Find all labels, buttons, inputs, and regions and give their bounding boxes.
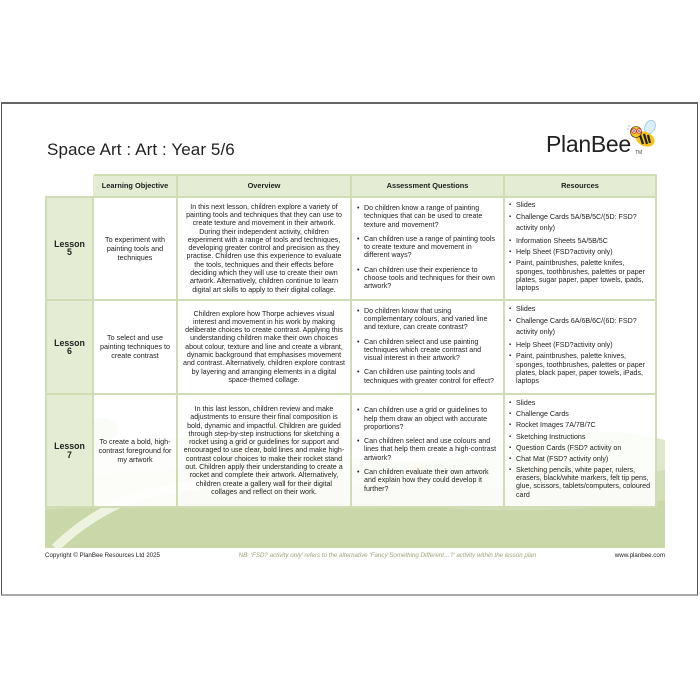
- resource-item: ▪ Question Cards (FSD? activity on: [509, 444, 651, 452]
- learning-objective-cell: To select and use painting techniques to create contrast: [93, 300, 177, 394]
- assessment-question: • Can children use painting tools and techniques with greater control for effect?: [356, 368, 499, 385]
- assessment-question: • Can children use a grid or guidelines to help them draw an object with accurate proportions?: [356, 406, 499, 431]
- resources-cell: [504, 300, 656, 394]
- lesson-plan-table: [45, 174, 657, 508]
- assessment-question: • Can children select and use painting techniques which create contrast and visual interest in their artwork?: [356, 338, 499, 363]
- resource-item: ▪ Challenge Cards 5A/5B/5C/(5D: FSD? activity only): [509, 212, 651, 234]
- overview-cell: Children explore how Thorpe achieves visual interest and movement in his work by making deliberate choices to create contrast. Applying this understanding children make their own choices about colour, texture and line and create a vibrant, dynamic background that emphasises movement and contrast. Alternatively, children explore contrast by layering and arranging elements in a digital space-themed collage.: [177, 300, 351, 394]
- assessment-questions-cell: [351, 394, 504, 507]
- overview-cell: In this last lesson, children review and make adjustments to ensure their final composition is bold, dynamic and impactful. Children are guided through step-by-step instructions for sketching a rocket using a grid or guidelines for support and encouraged to use clear, bold lines and make high-contrast colour choices to make their rocket stand out. Children apply their understanding to create a rocket and complete their artwork. Alternatively, children create a gallery wall for their digital collages and reflect on their work.: [177, 394, 351, 507]
- table-header-row: [46, 175, 656, 197]
- resource-item: ▪ Slides: [509, 201, 651, 209]
- header-overview: Overview: [177, 175, 351, 197]
- copyright-notice: Copyright © PlanBee Resources Ltd 2025: [45, 552, 160, 559]
- table-row: [46, 394, 656, 507]
- page-footer: [45, 552, 665, 559]
- overview-cell: In this next lesson, children explore a variety of painting tools and techniques that they can use to create texture and movement in their artwork. During their independent activity, children experiment with a range of tools and techniques, developing greater control and precision as they practise. Children use this experience to evaluate the tools, techniques and their effects before deciding which they will use to create their own artwork. Alternatively, children continue to learn digital art skills to apply to their digital collage.: [177, 197, 351, 300]
- bee-mascot-icon: [624, 120, 660, 150]
- header-blank-cell: [46, 175, 93, 197]
- lesson-label: Lesson 5: [46, 197, 93, 300]
- fsd-note: NB: ‘FSD? activity only’ refers to the alternative ‘Fancy Something Different…?’ activity within the lesson plan: [238, 552, 537, 559]
- assessment-question: • Can children use a range of painting tools to create texture and movement in different ways?: [356, 235, 499, 260]
- assessment-question: • Can children select and use colours and lines that help them create a high-contrast artwork?: [356, 437, 499, 462]
- resource-item: ▪ Sketching pencils, white paper, rulers, erasers, black/white markers, felt tip pens, glue, scissors, tablets/computers, coloured card: [509, 466, 651, 499]
- assessment-question: • Can children use their experience to choose tools and techniques for their own artwork?: [356, 266, 499, 291]
- website-link[interactable]: www.planbee.com: [614, 552, 665, 559]
- header-learning-objective: Learning Objective: [93, 175, 177, 197]
- table-row: [46, 300, 656, 394]
- resource-item: ▪ Information Sheets 5A/5B/5C: [509, 237, 651, 245]
- resource-item: ▪ Rocket Images 7A/7B/7C: [509, 421, 651, 429]
- resource-item: ▪ Paint, paintbrushes, palette knives, sponges, toothbrushes, palettes or paper plates, black paper, paper towels, iPads, laptops: [509, 352, 651, 385]
- table-row: [46, 197, 656, 300]
- resource-item: ▪ Slides: [509, 305, 651, 313]
- assessment-question: • Do children know a range of painting techniques that can be used to create texture and movement?: [356, 204, 499, 229]
- lesson-label: Lesson 7: [46, 394, 93, 507]
- resource-item: ▪ Help Sheet (FSD?activity only): [509, 248, 651, 256]
- resource-item: ▪ Challenge Cards: [509, 410, 651, 418]
- resource-item: ▪ Sketching Instructions: [509, 433, 651, 441]
- assessment-question: • Do children know that using complementary colours, and varied line and texture, can create contrast?: [356, 307, 499, 332]
- resources-cell: [504, 197, 656, 300]
- learning-objective-cell: To create a bold, high-contrast foreground for my artwork: [93, 394, 177, 507]
- resource-item: ▪ Slides: [509, 399, 651, 407]
- page-title: Space Art : Art : Year 5/6: [47, 140, 235, 159]
- lesson-label: Lesson 6: [46, 300, 93, 394]
- assessment-question: • Can children evaluate their own artwork and explain how they could develop it further?: [356, 468, 499, 493]
- resources-cell: [504, 394, 656, 507]
- logo-trademark: TM: [635, 150, 643, 156]
- learning-objective-cell: To experiment with painting tools and techniques: [93, 197, 177, 300]
- resource-item: ▪ Paint, paintbrushes, palette knifes, sponges, toothbrushes, palettes or paper plates, sugar paper, paper towels, ipads, laptops: [509, 259, 651, 292]
- header-assessment-questions: Assessment Questions: [351, 175, 504, 197]
- assessment-questions-cell: [351, 300, 504, 394]
- logo-wordmark: PlanBee: [546, 131, 631, 157]
- resource-item: ▪ Help Sheet (FSD?activity only): [509, 341, 651, 349]
- resource-item: ▪ Challenge Cards 6A/6B/6C/(6D: FSD? activity only): [509, 316, 651, 338]
- resource-item: ▪ Chat Mat (FSD? activity only): [509, 455, 651, 463]
- assessment-questions-cell: [351, 197, 504, 300]
- header-resources: Resources: [504, 175, 656, 197]
